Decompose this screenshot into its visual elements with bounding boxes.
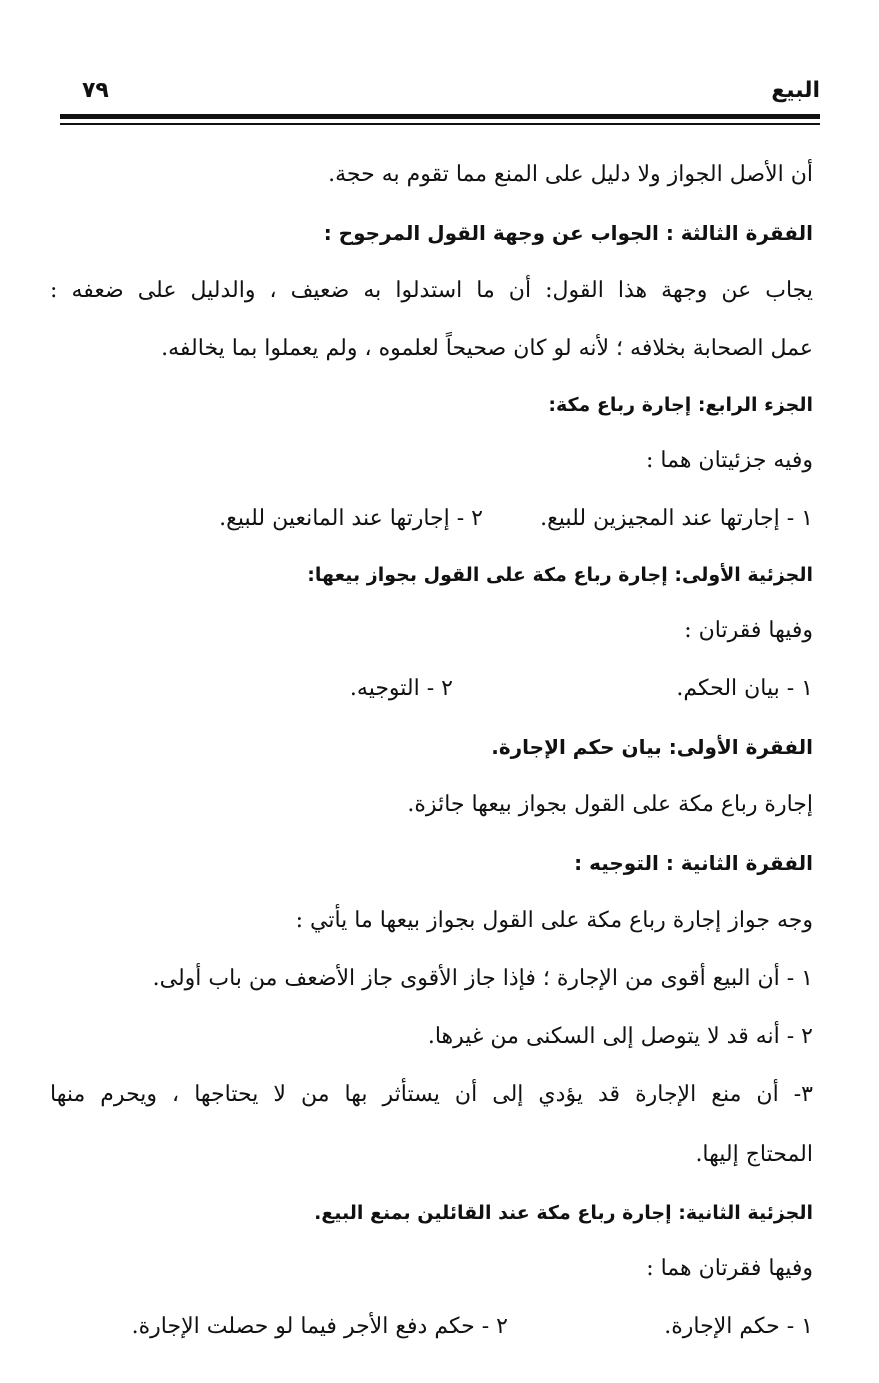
section-heading: الفقرة الثانية : التوجيه : <box>574 851 813 875</box>
list-row <box>50 660 813 718</box>
header-rule-thick <box>60 114 820 119</box>
section-heading: الفقرة الأولى: بيان حكم الإجارة. <box>491 735 813 759</box>
paragraph-line: إجارة رباع مكة على القول بجواز بيعها جائزة. <box>407 792 813 817</box>
paragraph-line: وجه جواز إجارة رباع مكة على القول بجواز بيعها ما يأتي : <box>295 908 813 933</box>
list-item: ٢ - التوجيه. <box>349 676 453 701</box>
paragraph-line: ٢ - أنه قد لا يتوصل إلى السكنى من غيرها. <box>427 1024 813 1049</box>
paragraph-line: المحتاج إليها. <box>695 1142 813 1167</box>
paragraph-line: وفيها فقرتان : <box>684 618 813 643</box>
list-item: ١ - إجارتها عند المجيزين للبيع. <box>540 506 813 531</box>
section-heading: الجزئية الثانية: إجارة رباع مكة عند القائلين بمنع البيع. <box>314 1202 813 1224</box>
paragraph-line: ٣- أن منع الإجارة قد يؤدي إلى أن يستأثر بها من لا يحتاجها ، ويحرم منها <box>50 1082 813 1107</box>
page-header <box>60 78 820 108</box>
list-item: ٢ - إجارتها عند المانعين للبيع. <box>219 506 483 531</box>
section-heading: الجزئية الأولى: إجارة رباع مكة على القول بجواز بيعها: <box>307 564 813 586</box>
page-number: ٧٩ <box>82 78 109 103</box>
header-rule-thin <box>60 123 820 125</box>
running-title: البيع <box>771 78 820 103</box>
list-item: ١ - بيان الحكم. <box>676 676 813 701</box>
list-row <box>50 1298 813 1356</box>
paragraph-line: أن الأصل الجواز ولا دليل على المنع مما تقوم به حجة. <box>328 162 813 187</box>
section-heading: الجزء الرابع: إجارة رباع مكة: <box>548 394 813 416</box>
paragraph-line: يجاب عن وجهة هذا القول: أن ما استدلوا به ضعيف ، والدليل على ضعفه : <box>50 278 813 303</box>
paragraph-line: عمل الصحابة بخلافه ؛ لأنه لو كان صحيحاً لعلموه ، ولم يعملوا بما يخالفه. <box>161 336 813 361</box>
list-item: ٢ - حكم دفع الأجر فيما لو حصلت الإجارة. <box>131 1314 508 1339</box>
paragraph-line: وفيه جزئيتان هما : <box>646 448 813 473</box>
list-item: ١ - حكم الإجارة. <box>664 1314 813 1339</box>
section-heading: الفقرة الثالثة : الجواب عن وجهة القول المرجوح : <box>323 221 813 245</box>
paragraph-line: ١ - أن البيع أقوى من الإجارة ؛ فإذا جاز الأقوى جاز الأضعف من باب أولى. <box>152 966 813 991</box>
page-body <box>50 146 813 1356</box>
paragraph-line: وفيها فقرتان هما : <box>646 1256 813 1281</box>
list-row <box>50 490 813 548</box>
